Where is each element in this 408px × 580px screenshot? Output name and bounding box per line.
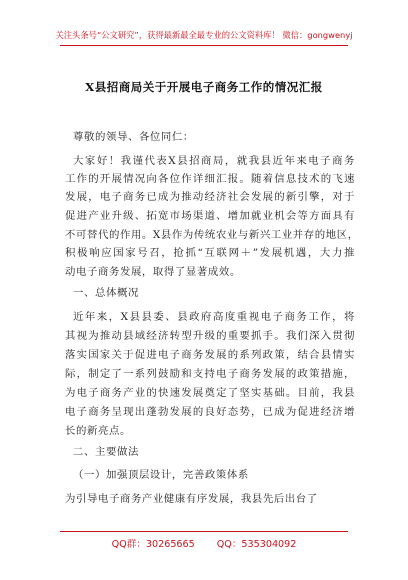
body-line: 尊敬的领导、各位同仁： [73,131,194,143]
document-body [65,0,359,580]
body-line: 二、主要做法 [73,446,139,458]
document-title: X县招商局关于开展电子商务工作的情况汇报 [85,80,323,94]
body-line: 落实国家关于促进电子商务发展的系列政策，结合县情实 [65,349,355,361]
body-line: 促进产业升级、拓宽市场渠道、增加就业机会等方面具有 [65,210,355,222]
body-line: 工作的开展情况向各位作详细汇报。随着信息技术的飞速 [65,173,355,185]
body-line: 大家好！我谨代表X县招商局，就我县近年来电子商务 [73,155,355,167]
body-line: （一）加强顶层设计，完善政策体系 [73,469,249,481]
footer-contacts [0,536,408,550]
body-line: 动电子商务发展，取得了显著成效。 [65,266,241,278]
body-line: 发展，电子商务已成为推动经济社会发展的新引擎，对于 [65,191,355,203]
body-line: 为引导电子商务产业健康有序发展，我县先后出台了 [65,493,318,505]
body-line: 电子商务呈现出蓬勃发展的良好态势，已成为促进经济增 [65,406,355,418]
body-line: 一、总体概况 [73,287,139,299]
body-line: 长的新亮点。 [65,425,131,437]
body-line: 近年来，X县县委、县政府高度重视电子商务工作，将 [73,311,355,323]
body-line: 际，制定了一系列鼓励和支持电子商务发展的政策措施， [65,368,355,380]
body-line: 不可替代的作用。X县作为传统农业与新兴工业并存的地区， [65,229,359,241]
footer-qq-number: QQ：535304092 [216,539,297,550]
body-line: 其视为推动县域经济转型升级的重要抓手。我们深入贯彻 [65,330,355,342]
header-banner: 关注头条号“公文研究”，获得最新最全最专业的公文资料库！ 微信：gongwenyj [55,30,353,40]
footer-divider [60,531,348,532]
body-line: 为电子商务产业的快速发展奠定了坚实基础。目前，我县 [65,387,355,399]
body-line: 积极响应国家号召，抢抓“互联网＋”发展机遇，大力推 [65,247,355,259]
footer-qq-group: QQ群：30265665 [111,539,195,550]
